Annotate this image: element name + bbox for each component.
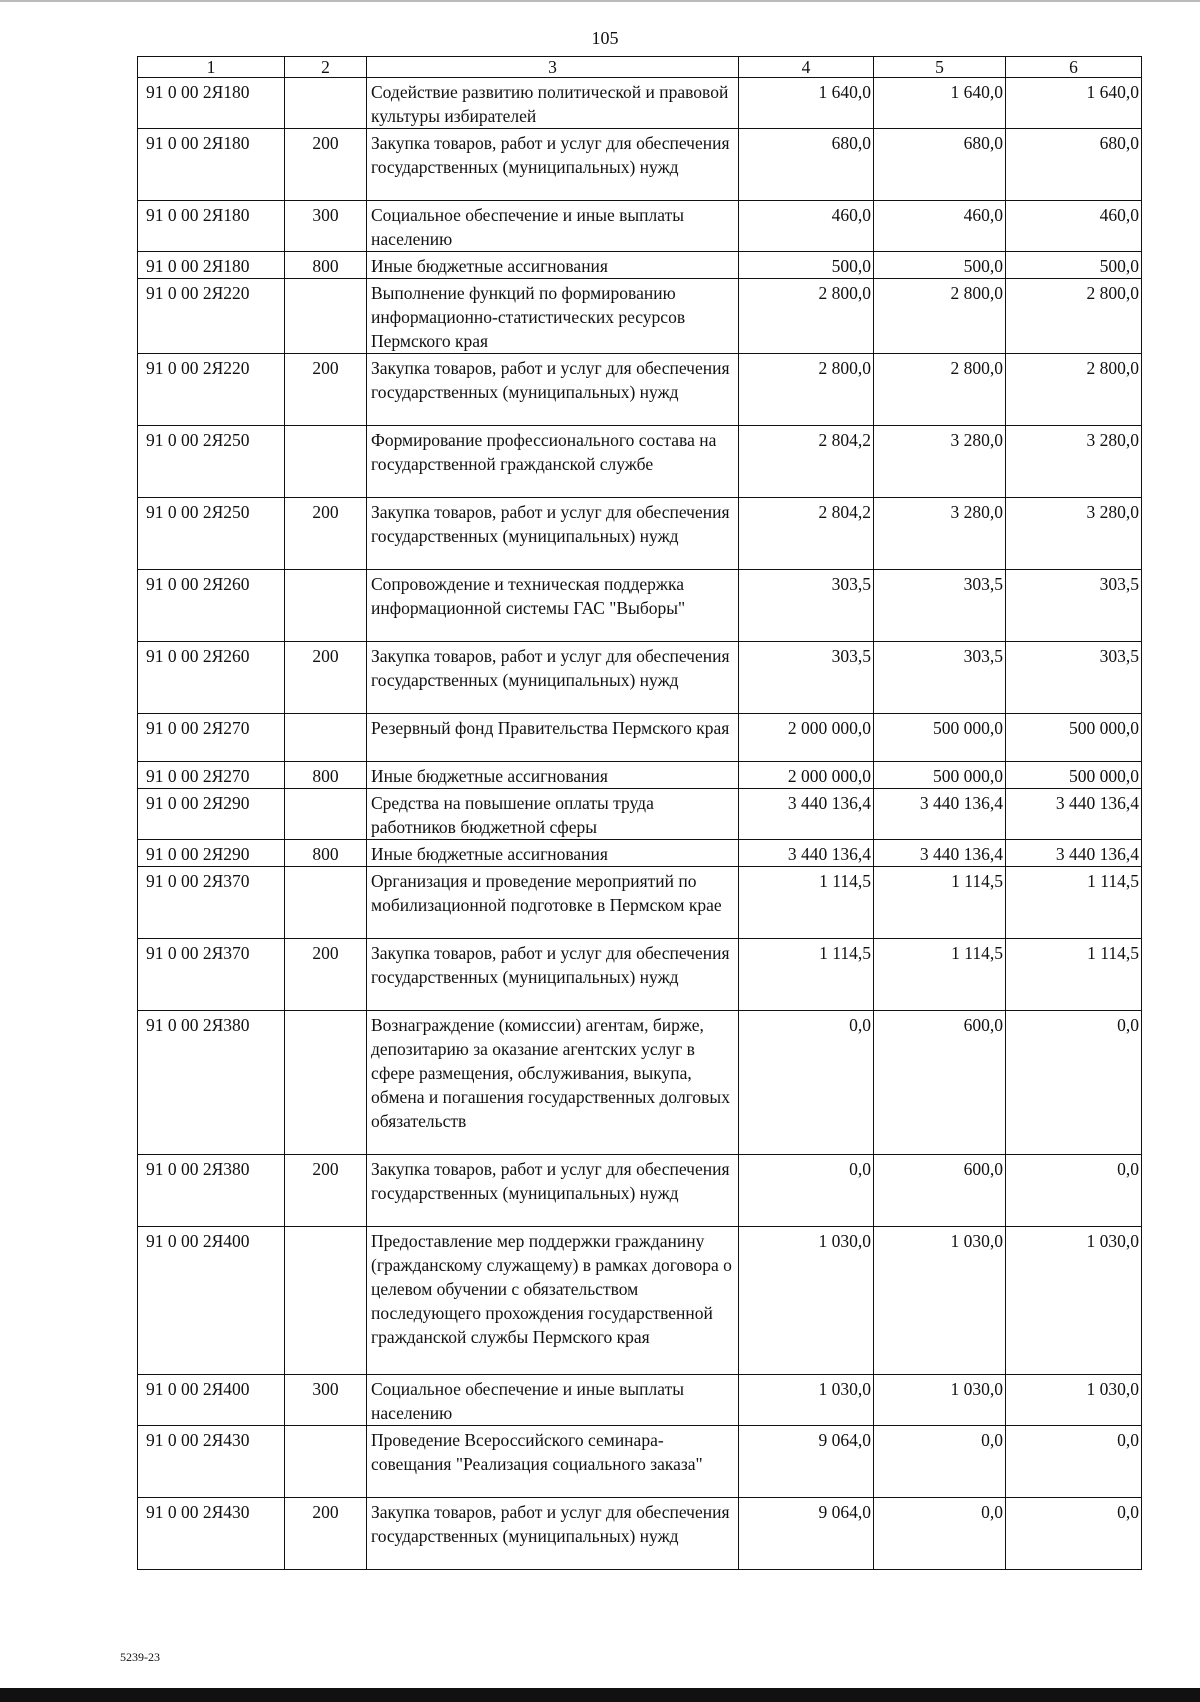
cell-value-col5: 1 030,0: [874, 1227, 1006, 1375]
cell-value-col4: 680,0: [739, 129, 874, 201]
table-row: [138, 1011, 1142, 1155]
cell-name: Проведение Всероссийского семинара-совещания "Реализация социального заказа": [367, 1426, 739, 1498]
table-row: [138, 840, 1142, 867]
scan-edge-bottom: [0, 1688, 1200, 1702]
cell-value-col4: 460,0: [739, 201, 874, 252]
cell-code: 91 0 00 2Я270: [138, 714, 285, 762]
cell-expense-type: 200: [285, 354, 367, 426]
cell-name: Иные бюджетные ассигнования: [367, 762, 739, 789]
cell-value-col5: 0,0: [874, 1498, 1006, 1570]
table-header: [138, 57, 1142, 78]
cell-value-col5: 2 800,0: [874, 279, 1006, 354]
cell-name: Предоставление мер поддержки гражданину (гражданскому служащему) в рамках договора о целевом обучении с обязательством последующего прохождения государственной гражданской службы Пермского края: [367, 1227, 739, 1375]
cell-value-col4: 9 064,0: [739, 1498, 874, 1570]
cell-name: Иные бюджетные ассигнования: [367, 252, 739, 279]
cell-value-col4: 2 804,2: [739, 498, 874, 570]
table-row: [138, 789, 1142, 840]
cell-name: Иные бюджетные ассигнования: [367, 840, 739, 867]
cell-name: Социальное обеспечение и иные выплаты населению: [367, 201, 739, 252]
cell-code: 91 0 00 2Я220: [138, 279, 285, 354]
cell-value-col6: 2 800,0: [1006, 279, 1142, 354]
cell-code: 91 0 00 2Я250: [138, 426, 285, 498]
table-row: [138, 1227, 1142, 1375]
cell-value-col5: 3 280,0: [874, 426, 1006, 498]
cell-expense-type: [285, 867, 367, 939]
cell-name: Формирование профессионального состава на государственной гражданской службе: [367, 426, 739, 498]
table-row: [138, 867, 1142, 939]
table-row: [138, 129, 1142, 201]
table-row: [138, 498, 1142, 570]
cell-value-col5: 1 030,0: [874, 1375, 1006, 1426]
scan-edge-top: [0, 0, 1200, 2]
cell-name: Сопровождение и техническая поддержка информационной системы ГАС "Выборы": [367, 570, 739, 642]
cell-code: 91 0 00 2Я270: [138, 762, 285, 789]
header-col-5: 5: [874, 57, 1006, 78]
table-row: [138, 1375, 1142, 1426]
cell-code: 91 0 00 2Я260: [138, 642, 285, 714]
cell-value-col5: 500 000,0: [874, 762, 1006, 789]
cell-expense-type: [285, 714, 367, 762]
cell-value-col6: 1 640,0: [1006, 78, 1142, 129]
cell-value-col6: 303,5: [1006, 642, 1142, 714]
cell-value-col6: 1 030,0: [1006, 1375, 1142, 1426]
cell-value-col6: 0,0: [1006, 1155, 1142, 1227]
cell-name: Организация и проведение мероприятий по мобилизационной подготовке в Пермском крае: [367, 867, 739, 939]
header-col-4: 4: [739, 57, 874, 78]
cell-value-col6: 0,0: [1006, 1011, 1142, 1155]
cell-value-col4: 2 804,2: [739, 426, 874, 498]
cell-expense-type: 200: [285, 939, 367, 1011]
cell-expense-type: [285, 426, 367, 498]
cell-code: 91 0 00 2Я370: [138, 867, 285, 939]
cell-name: Содействие развитию политической и правовой культуры избирателей: [367, 78, 739, 129]
cell-expense-type: 200: [285, 498, 367, 570]
cell-code: 91 0 00 2Я380: [138, 1011, 285, 1155]
cell-value-col4: 2 800,0: [739, 279, 874, 354]
cell-expense-type: [285, 279, 367, 354]
cell-value-col6: 680,0: [1006, 129, 1142, 201]
cell-value-col4: 0,0: [739, 1011, 874, 1155]
cell-code: 91 0 00 2Я220: [138, 354, 285, 426]
cell-value-col5: 500,0: [874, 252, 1006, 279]
cell-value-col5: 303,5: [874, 642, 1006, 714]
cell-value-col4: 9 064,0: [739, 1426, 874, 1498]
cell-code: 91 0 00 2Я180: [138, 201, 285, 252]
header-col-2: 2: [285, 57, 367, 78]
cell-value-col4: 2 000 000,0: [739, 762, 874, 789]
cell-value-col5: 303,5: [874, 570, 1006, 642]
cell-value-col6: 0,0: [1006, 1498, 1142, 1570]
cell-value-col4: 1 030,0: [739, 1227, 874, 1375]
cell-value-col4: 303,5: [739, 570, 874, 642]
cell-code: 91 0 00 2Я380: [138, 1155, 285, 1227]
cell-value-col5: 1 114,5: [874, 939, 1006, 1011]
table-row: [138, 426, 1142, 498]
cell-code: 91 0 00 2Я180: [138, 78, 285, 129]
cell-value-col5: 460,0: [874, 201, 1006, 252]
cell-code: 91 0 00 2Я180: [138, 129, 285, 201]
cell-value-col4: 1 030,0: [739, 1375, 874, 1426]
cell-expense-type: 200: [285, 129, 367, 201]
table-row: [138, 354, 1142, 426]
cell-value-col5: 600,0: [874, 1155, 1006, 1227]
cell-expense-type: 200: [285, 1498, 367, 1570]
cell-code: 91 0 00 2Я290: [138, 789, 285, 840]
cell-expense-type: [285, 78, 367, 129]
table-row: [138, 714, 1142, 762]
cell-value-col6: 3 440 136,4: [1006, 789, 1142, 840]
cell-value-col6: 3 440 136,4: [1006, 840, 1142, 867]
cell-name: Выполнение функций по формированию информационно-статистических ресурсов Пермского края: [367, 279, 739, 354]
cell-value-col4: 3 440 136,4: [739, 840, 874, 867]
cell-value-col5: 3 280,0: [874, 498, 1006, 570]
table-row: [138, 1498, 1142, 1570]
cell-value-col6: 500 000,0: [1006, 714, 1142, 762]
cell-value-col5: 1 114,5: [874, 867, 1006, 939]
cell-value-col4: 0,0: [739, 1155, 874, 1227]
header-col-1: 1: [138, 57, 285, 78]
cell-expense-type: 300: [285, 1375, 367, 1426]
cell-name: Закупка товаров, работ и услуг для обеспечения государственных (муниципальных) нужд: [367, 354, 739, 426]
cell-value-col4: 500,0: [739, 252, 874, 279]
cell-value-col6: 460,0: [1006, 201, 1142, 252]
cell-value-col5: 3 440 136,4: [874, 840, 1006, 867]
cell-value-col6: 3 280,0: [1006, 426, 1142, 498]
table-row: [138, 78, 1142, 129]
cell-value-col5: 680,0: [874, 129, 1006, 201]
cell-name: Закупка товаров, работ и услуг для обеспечения государственных (муниципальных) нужд: [367, 939, 739, 1011]
cell-code: 91 0 00 2Я400: [138, 1227, 285, 1375]
cell-name: Резервный фонд Правительства Пермского края: [367, 714, 739, 762]
cell-name: Социальное обеспечение и иные выплаты населению: [367, 1375, 739, 1426]
cell-code: 91 0 00 2Я430: [138, 1426, 285, 1498]
table-row: [138, 252, 1142, 279]
cell-value-col5: 2 800,0: [874, 354, 1006, 426]
cell-value-col5: 1 640,0: [874, 78, 1006, 129]
cell-name: Закупка товаров, работ и услуг для обеспечения государственных (муниципальных) нужд: [367, 129, 739, 201]
table-row: [138, 1155, 1142, 1227]
cell-value-col6: 2 800,0: [1006, 354, 1142, 426]
header-row: [138, 57, 1142, 78]
cell-value-col4: 303,5: [739, 642, 874, 714]
table-row: [138, 762, 1142, 789]
cell-value-col5: 0,0: [874, 1426, 1006, 1498]
cell-code: 91 0 00 2Я250: [138, 498, 285, 570]
table-row: [138, 1426, 1142, 1498]
page-number: 105: [591, 28, 619, 48]
cell-value-col6: 1 030,0: [1006, 1227, 1142, 1375]
table-row: [138, 642, 1142, 714]
cell-name: Вознаграждение (комиссии) агентам, бирже, депозитарию за оказание агентских услуг в сфере размещения, обслуживания, выкупа, обмена и погашения государственных долговых обязательств: [367, 1011, 739, 1155]
cell-code: 91 0 00 2Я260: [138, 570, 285, 642]
cell-expense-type: [285, 1011, 367, 1155]
cell-expense-type: [285, 1227, 367, 1375]
cell-value-col4: 3 440 136,4: [739, 789, 874, 840]
cell-name: Закупка товаров, работ и услуг для обеспечения государственных (муниципальных) нужд: [367, 1498, 739, 1570]
cell-value-col4: 1 640,0: [739, 78, 874, 129]
cell-expense-type: [285, 789, 367, 840]
budget-table: [137, 56, 1142, 1570]
cell-expense-type: 800: [285, 252, 367, 279]
cell-value-col4: 2 800,0: [739, 354, 874, 426]
cell-expense-type: 300: [285, 201, 367, 252]
cell-code: 91 0 00 2Я430: [138, 1498, 285, 1570]
cell-value-col6: 1 114,5: [1006, 867, 1142, 939]
cell-value-col6: 0,0: [1006, 1426, 1142, 1498]
cell-expense-type: [285, 570, 367, 642]
cell-code: 91 0 00 2Я180: [138, 252, 285, 279]
cell-name: Средства на повышение оплаты труда работников бюджетной сферы: [367, 789, 739, 840]
footer-code: 5239-23: [120, 1650, 160, 1664]
cell-expense-type: 200: [285, 642, 367, 714]
table-row: [138, 570, 1142, 642]
cell-value-col5: 500 000,0: [874, 714, 1006, 762]
cell-code: 91 0 00 2Я370: [138, 939, 285, 1011]
header-col-3: 3: [367, 57, 739, 78]
table-row: [138, 279, 1142, 354]
cell-name: Закупка товаров, работ и услуг для обеспечения государственных (муниципальных) нужд: [367, 1155, 739, 1227]
cell-value-col4: 2 000 000,0: [739, 714, 874, 762]
cell-value-col4: 1 114,5: [739, 867, 874, 939]
cell-expense-type: 200: [285, 1155, 367, 1227]
cell-value-col4: 1 114,5: [739, 939, 874, 1011]
cell-code: 91 0 00 2Я400: [138, 1375, 285, 1426]
cell-value-col5: 600,0: [874, 1011, 1006, 1155]
cell-name: Закупка товаров, работ и услуг для обеспечения государственных (муниципальных) нужд: [367, 498, 739, 570]
cell-code: 91 0 00 2Я290: [138, 840, 285, 867]
cell-value-col6: 500 000,0: [1006, 762, 1142, 789]
table-body: [138, 78, 1142, 1570]
cell-value-col6: 3 280,0: [1006, 498, 1142, 570]
table-row: [138, 939, 1142, 1011]
cell-name: Закупка товаров, работ и услуг для обеспечения государственных (муниципальных) нужд: [367, 642, 739, 714]
cell-expense-type: 800: [285, 762, 367, 789]
cell-value-col6: 1 114,5: [1006, 939, 1142, 1011]
cell-expense-type: [285, 1426, 367, 1498]
table-row: [138, 201, 1142, 252]
cell-value-col6: 303,5: [1006, 570, 1142, 642]
cell-value-col5: 3 440 136,4: [874, 789, 1006, 840]
cell-expense-type: 800: [285, 840, 367, 867]
header-col-6: 6: [1006, 57, 1142, 78]
cell-value-col6: 500,0: [1006, 252, 1142, 279]
